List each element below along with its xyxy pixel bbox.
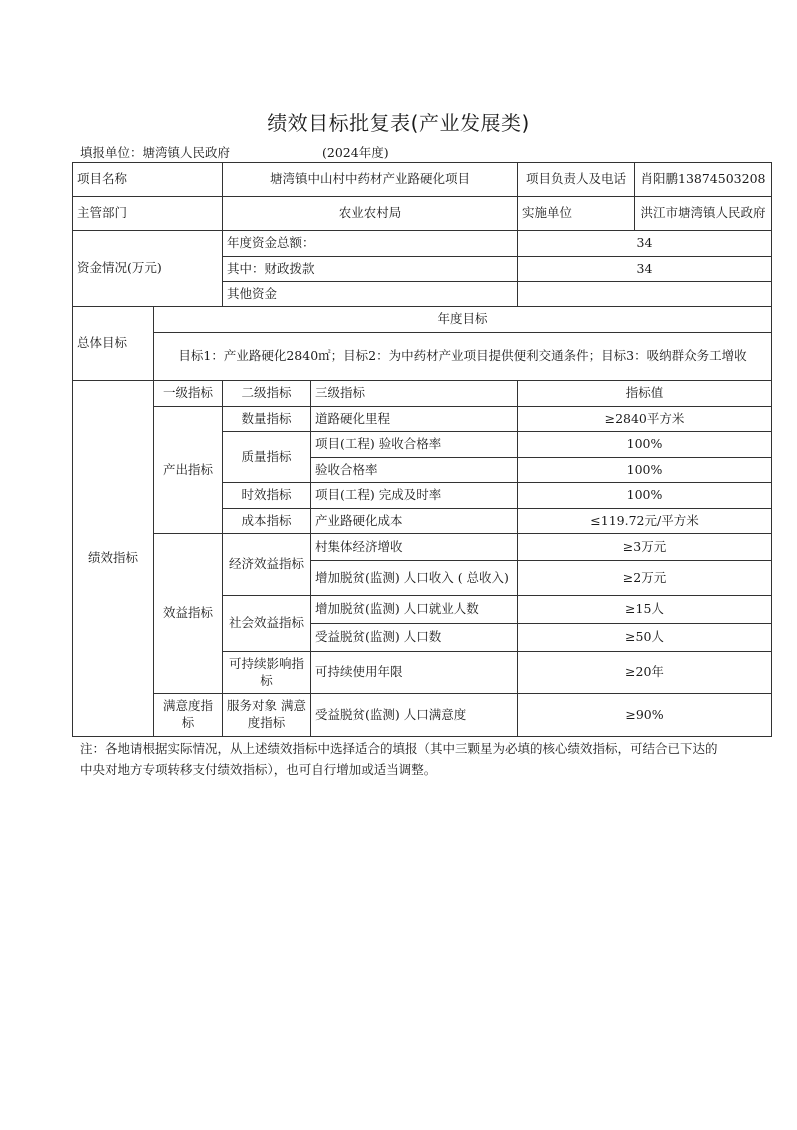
service-satisfaction-indicator: 服务对象 满意度指标 — [223, 694, 311, 737]
output-indicator: 产出指标 — [154, 407, 223, 534]
fund-label: 资金情况(万元) — [73, 231, 223, 307]
indicator-name: 受益脱贫(监测) 人口数 — [311, 624, 518, 652]
satisfaction-indicator: 满意度指标 — [154, 694, 223, 737]
indicator-value: ≥15人 — [518, 596, 772, 624]
indicator-name: 项目(工程) 验收合格率 — [311, 432, 518, 458]
indicator-value: 100% — [518, 432, 772, 458]
indicator-name: 增加脱贫(监测) 人口就业人数 — [311, 596, 518, 624]
indicator-value: ≥90% — [518, 694, 772, 737]
fund-total: 34 — [518, 231, 772, 257]
leader-value: 肖阳鹏13874503208 — [635, 163, 772, 197]
overall-goal-label: 总体目标 — [73, 307, 154, 381]
project-name-label: 项目名称 — [73, 163, 223, 197]
fill-unit: 填报单位：塘湾镇人民政府 — [80, 145, 231, 160]
impl-value: 洪江市塘湾镇人民政府 — [635, 197, 772, 231]
indicator-name: 道路硬化里程 — [311, 407, 518, 432]
indicator-name: 可持续使用年限 — [311, 652, 518, 694]
header-level1: 一级指标 — [154, 381, 223, 407]
indicator-value: ≥50人 — [518, 624, 772, 652]
timeliness-indicator: 时效指标 — [223, 483, 311, 509]
quantity-indicator: 数量指标 — [223, 407, 311, 432]
project-name: 塘湾镇中山村中药材产业路硬化项目 — [223, 163, 518, 197]
sustainable-indicator: 可持续影响指标 — [223, 652, 311, 694]
indicator-value: ≥2万元 — [518, 561, 772, 596]
economic-indicator: 经济效益指标 — [223, 534, 311, 596]
perf-label: 绩效指标 — [73, 381, 154, 737]
indicator-name: 受益脱贫(监测) 人口满意度 — [311, 694, 518, 737]
indicator-name: 验收合格率 — [311, 458, 518, 483]
social-indicator: 社会效益指标 — [223, 596, 311, 652]
indicator-name: 增加脱贫(监测) 人口收入 ( 总收入) — [311, 561, 518, 596]
indicator-value: ≥3万元 — [518, 534, 772, 561]
indicator-value: ≥2840平方米 — [518, 407, 772, 432]
fund-other — [518, 282, 772, 307]
indicator-name: 项目(工程) 完成及时率 — [311, 483, 518, 509]
approval-table — [72, 162, 772, 737]
annual-goal-header: 年度目标 — [154, 307, 772, 333]
fund-other-label: 其他资金 — [223, 282, 518, 307]
page-title: 绩效目标批复表(产业发展类) — [267, 111, 530, 135]
indicator-value: ≤119.72元/平方米 — [518, 509, 772, 534]
header-level2: 二级指标 — [223, 381, 311, 407]
indicator-name: 村集体经济增收 — [311, 534, 518, 561]
header-value: 指标值 — [518, 381, 772, 407]
header-level3: 三级指标 — [311, 381, 518, 407]
indicator-name: 产业路硬化成本 — [311, 509, 518, 534]
dept-value: 农业农村局 — [223, 197, 518, 231]
benefit-indicator: 效益指标 — [154, 534, 223, 694]
footnote: 注：各地请根据实际情况，从上述绩效指标中选择适合的填报（其中三颗星为必填的核心绩效指标，可结合已下达的中央对地方专项转移支付绩效指标），也可自行增加或适当调整。 — [80, 741, 718, 777]
quality-indicator: 质量指标 — [223, 432, 311, 483]
fund-total-label: 年度资金总额： — [223, 231, 518, 257]
impl-label: 实施单位 — [518, 197, 635, 231]
report-year: (2024年度) — [322, 145, 389, 160]
indicator-value: 100% — [518, 483, 772, 509]
indicator-value: 100% — [518, 458, 772, 483]
fund-fiscal: 34 — [518, 257, 772, 282]
annual-goal-text: 目标1：产业路硬化2840㎡；目标2：为中药材产业项目提供便利交通条件；目标3：吸纳群众务工增收 — [154, 333, 772, 381]
fund-fiscal-label: 其中：财政拨款 — [223, 257, 518, 282]
cost-indicator: 成本指标 — [223, 509, 311, 534]
dept-label: 主管部门 — [73, 197, 223, 231]
indicator-value: ≥20年 — [518, 652, 772, 694]
leader-label: 项目负责人及电话 — [518, 163, 635, 197]
